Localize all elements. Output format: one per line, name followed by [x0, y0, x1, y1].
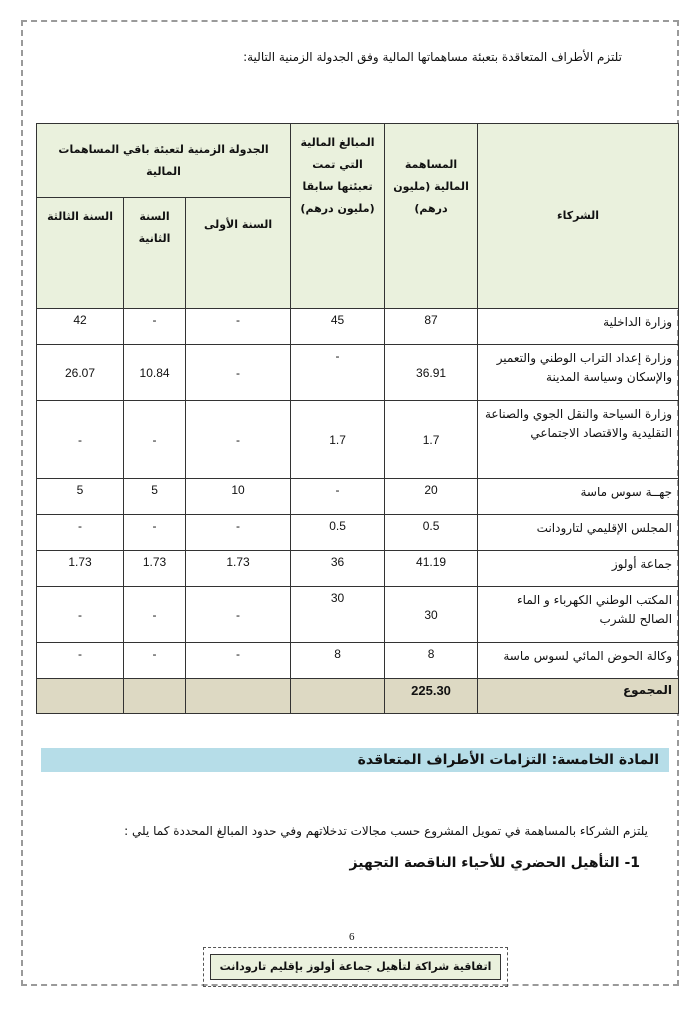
contribution-value: 41.19 — [385, 551, 478, 587]
previous-value: - — [291, 345, 385, 401]
table-row — [37, 515, 679, 551]
table-row — [37, 309, 679, 345]
contribution-value: 0.5 — [385, 515, 478, 551]
table-row — [37, 587, 679, 643]
year-1-value: - — [186, 515, 291, 551]
partner-name: وزارة الداخلية — [478, 309, 679, 345]
table-row — [37, 345, 679, 401]
contribution-value: 1.7 — [385, 401, 478, 479]
year-3-value: - — [37, 587, 124, 643]
table-row — [37, 551, 679, 587]
partner-name: وزارة السياحة والنقل الجوي والصناعة التقليدية والاقتصاد الاجتماعي — [478, 401, 679, 479]
year-2-value: - — [124, 309, 186, 345]
table-row — [37, 401, 679, 479]
year-1-value: - — [186, 401, 291, 479]
header-contribution: المساهمة المالية (مليون درهم) — [385, 124, 478, 309]
previous-value: 45 — [291, 309, 385, 345]
year-2-value: 1.73 — [124, 551, 186, 587]
header-year-3: السنة الثالثة — [37, 198, 124, 309]
total-value: 225.30 — [385, 679, 478, 714]
year-3-value: 1.73 — [37, 551, 124, 587]
year-3-value: - — [37, 401, 124, 479]
contribution-value: 20 — [385, 479, 478, 515]
year-2-value: - — [124, 643, 186, 679]
contribution-value: 87 — [385, 309, 478, 345]
year-1-value: 10 — [186, 479, 291, 515]
table-row — [37, 479, 679, 515]
year-2-value: - — [124, 401, 186, 479]
partner-name: جهــة سوس ماسة — [478, 479, 679, 515]
year-3-value: 26.07 — [37, 345, 124, 401]
previous-value: 36 — [291, 551, 385, 587]
partner-name: جماعة أولوز — [478, 551, 679, 587]
previous-value: 0.5 — [291, 515, 385, 551]
table-row — [37, 643, 679, 679]
header-year-1: السنة الأولى — [186, 198, 291, 309]
contributions-table — [36, 123, 679, 714]
partner-name: وزارة إعداد التراب الوطني والتعمير والإسكان وسياسة المدينة — [478, 345, 679, 401]
paragraph: يلتزم الشركاء بالمساهمة في تمويل المشروع حسب مجالات تدخلاتهم وفي حدود المبالغ المحددة كما يلي : — [124, 824, 648, 838]
total-label: المجموع — [478, 679, 679, 714]
total-row — [37, 679, 679, 714]
contribution-value: 36.91 — [385, 345, 478, 401]
partner-name: المكتب الوطني الكهرباء و الماء الصالح للشرب — [478, 587, 679, 643]
header-schedule: الجدولة الزمنية لتعبئة باقي المساهمات المالية — [37, 124, 291, 198]
year-2-value: 5 — [124, 479, 186, 515]
header-partners: الشركاء — [478, 124, 679, 309]
header-year-2: السنة الثانية — [124, 198, 186, 309]
section-title: المادة الخامسة: التزامات الأطراف المتعاقدة — [41, 748, 669, 772]
partner-name: وكالة الحوض المائي لسوس ماسة — [478, 643, 679, 679]
list-item-heading: 1- التأهيل الحضري للأحياء الناقصة التجهيز — [349, 855, 640, 871]
year-1-value: - — [186, 309, 291, 345]
year-1-value: - — [186, 643, 291, 679]
year-1-value: - — [186, 587, 291, 643]
previous-value: 30 — [291, 587, 385, 643]
previous-value: - — [291, 479, 385, 515]
intro-text: تلتزم الأطراف المتعاقدة بتعبئة مساهماتها المالية وفق الجدولة الزمنية التالية: — [243, 50, 622, 64]
partner-name: المجلس الإقليمي لتارودانت — [478, 515, 679, 551]
year-3-value: 42 — [37, 309, 124, 345]
previous-value: 8 — [291, 643, 385, 679]
year-1-value: 1.73 — [186, 551, 291, 587]
previous-value: 1.7 — [291, 401, 385, 479]
page-number: 6 — [349, 931, 355, 943]
year-1-value: - — [186, 345, 291, 401]
year-3-value: - — [37, 515, 124, 551]
year-2-value: - — [124, 515, 186, 551]
year-3-value: - — [37, 643, 124, 679]
year-2-value: - — [124, 587, 186, 643]
year-3-value: 5 — [37, 479, 124, 515]
header-previous: المبالغ المالية التي تمت تعبئتها سابقا (مليون درهم) — [291, 124, 385, 309]
contribution-value: 30 — [385, 587, 478, 643]
year-2-value: 10.84 — [124, 345, 186, 401]
footer-text: اتفاقية شراكة لتأهيل جماعة أولوز بإقليم تارودانت — [210, 954, 501, 980]
contribution-value: 8 — [385, 643, 478, 679]
footer — [203, 947, 508, 987]
